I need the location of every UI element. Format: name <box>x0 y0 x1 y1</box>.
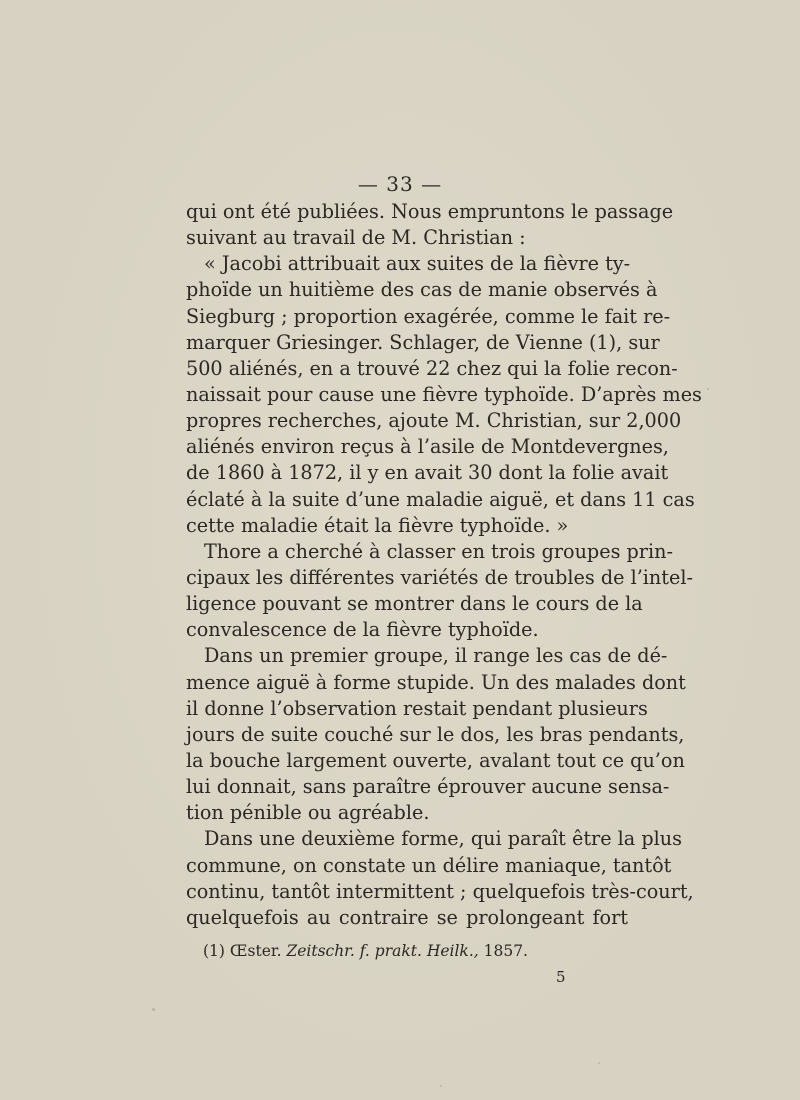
paper-speck <box>707 388 709 390</box>
text-line: jours de suite couché sur le dos, les bras pendants, <box>186 722 685 746</box>
text-line: de 1860 à 1872, il y en avait 30 dont la folie avait <box>186 461 669 485</box>
text-line: la bouche largement ouverte, avalant tout ce qu’on <box>186 748 685 772</box>
footnote-year: 1857. <box>478 942 528 960</box>
text-line: Siegburg ; proportion exagérée, comme le fait re- <box>186 304 671 328</box>
text-line: éclaté à la suite d’une maladie aiguë, et dans 11 cas <box>186 487 695 511</box>
paper-speck <box>440 1085 442 1087</box>
text-line: il donne l’observation restait pendant plusieurs <box>186 696 648 720</box>
text-line: convalescence de la fièvre typhoïde. <box>186 618 539 642</box>
text-line: commune, on constate un délire maniaque, tantôt <box>186 853 672 877</box>
text-line: continu, tantôt intermittent ; quelquefois très-court, <box>186 879 694 903</box>
text-line: lui donnait, sans paraître éprouver aucune sensa- <box>186 775 670 799</box>
page-number: — 33 — <box>357 172 443 196</box>
paper-speck <box>152 1008 155 1011</box>
text-line: naissait pour cause une fièvre typhoïde. D’après mes <box>186 382 702 406</box>
text-line: qui ont été publiées. Nous empruntons le passage <box>186 200 674 223</box>
text-line: cette maladie était la fièvre typhoïde. » <box>186 513 569 537</box>
text-line: aliénés environ reçus à l’asile de Montdevergnes, <box>186 435 669 459</box>
body-text <box>186 199 702 931</box>
text-line: Dans un premier groupe, il range les cas de dé- <box>204 644 668 668</box>
signature-mark: 5 <box>556 968 566 986</box>
text-line: « Jacobi attribuait aux suites de la fièvre ty- <box>204 252 631 276</box>
paper-speck <box>598 1062 600 1064</box>
text-line: Dans une deuxième forme, qui paraît être la plus <box>204 827 682 851</box>
text-line: 500 aliénés, en a trouvé 22 chez qui la folie recon- <box>186 356 678 380</box>
text-line: marquer Griesinger. Schlager, de Vienne (1), sur <box>186 330 660 354</box>
text-line: propres recherches, ajoute M. Christian, sur 2,000 <box>186 409 682 433</box>
text-line: Thore a cherché à classer en trois groupes prin- <box>204 539 673 563</box>
text-line: phoïde un huitième des cas de manie observés à <box>186 278 658 302</box>
footnote-prefix: (1) Œster. <box>203 942 287 960</box>
text-line: ligence pouvant se montrer dans le cours de la <box>186 592 643 616</box>
footnote <box>203 942 528 960</box>
footnote-journal: Zeitschr. f. prakt. Heilk., <box>286 942 479 960</box>
text-line: suivant au travail de M. Christian : <box>186 226 526 250</box>
text-line: tion pénible ou agréable. <box>186 801 430 825</box>
text-line: quelquefois au contraire se prolongeant fort <box>186 905 628 929</box>
text-line: mence aiguë à forme stupide. Un des malades dont <box>186 670 686 694</box>
text-line: cipaux les différentes variétés de troubles de l’intel- <box>186 565 693 589</box>
